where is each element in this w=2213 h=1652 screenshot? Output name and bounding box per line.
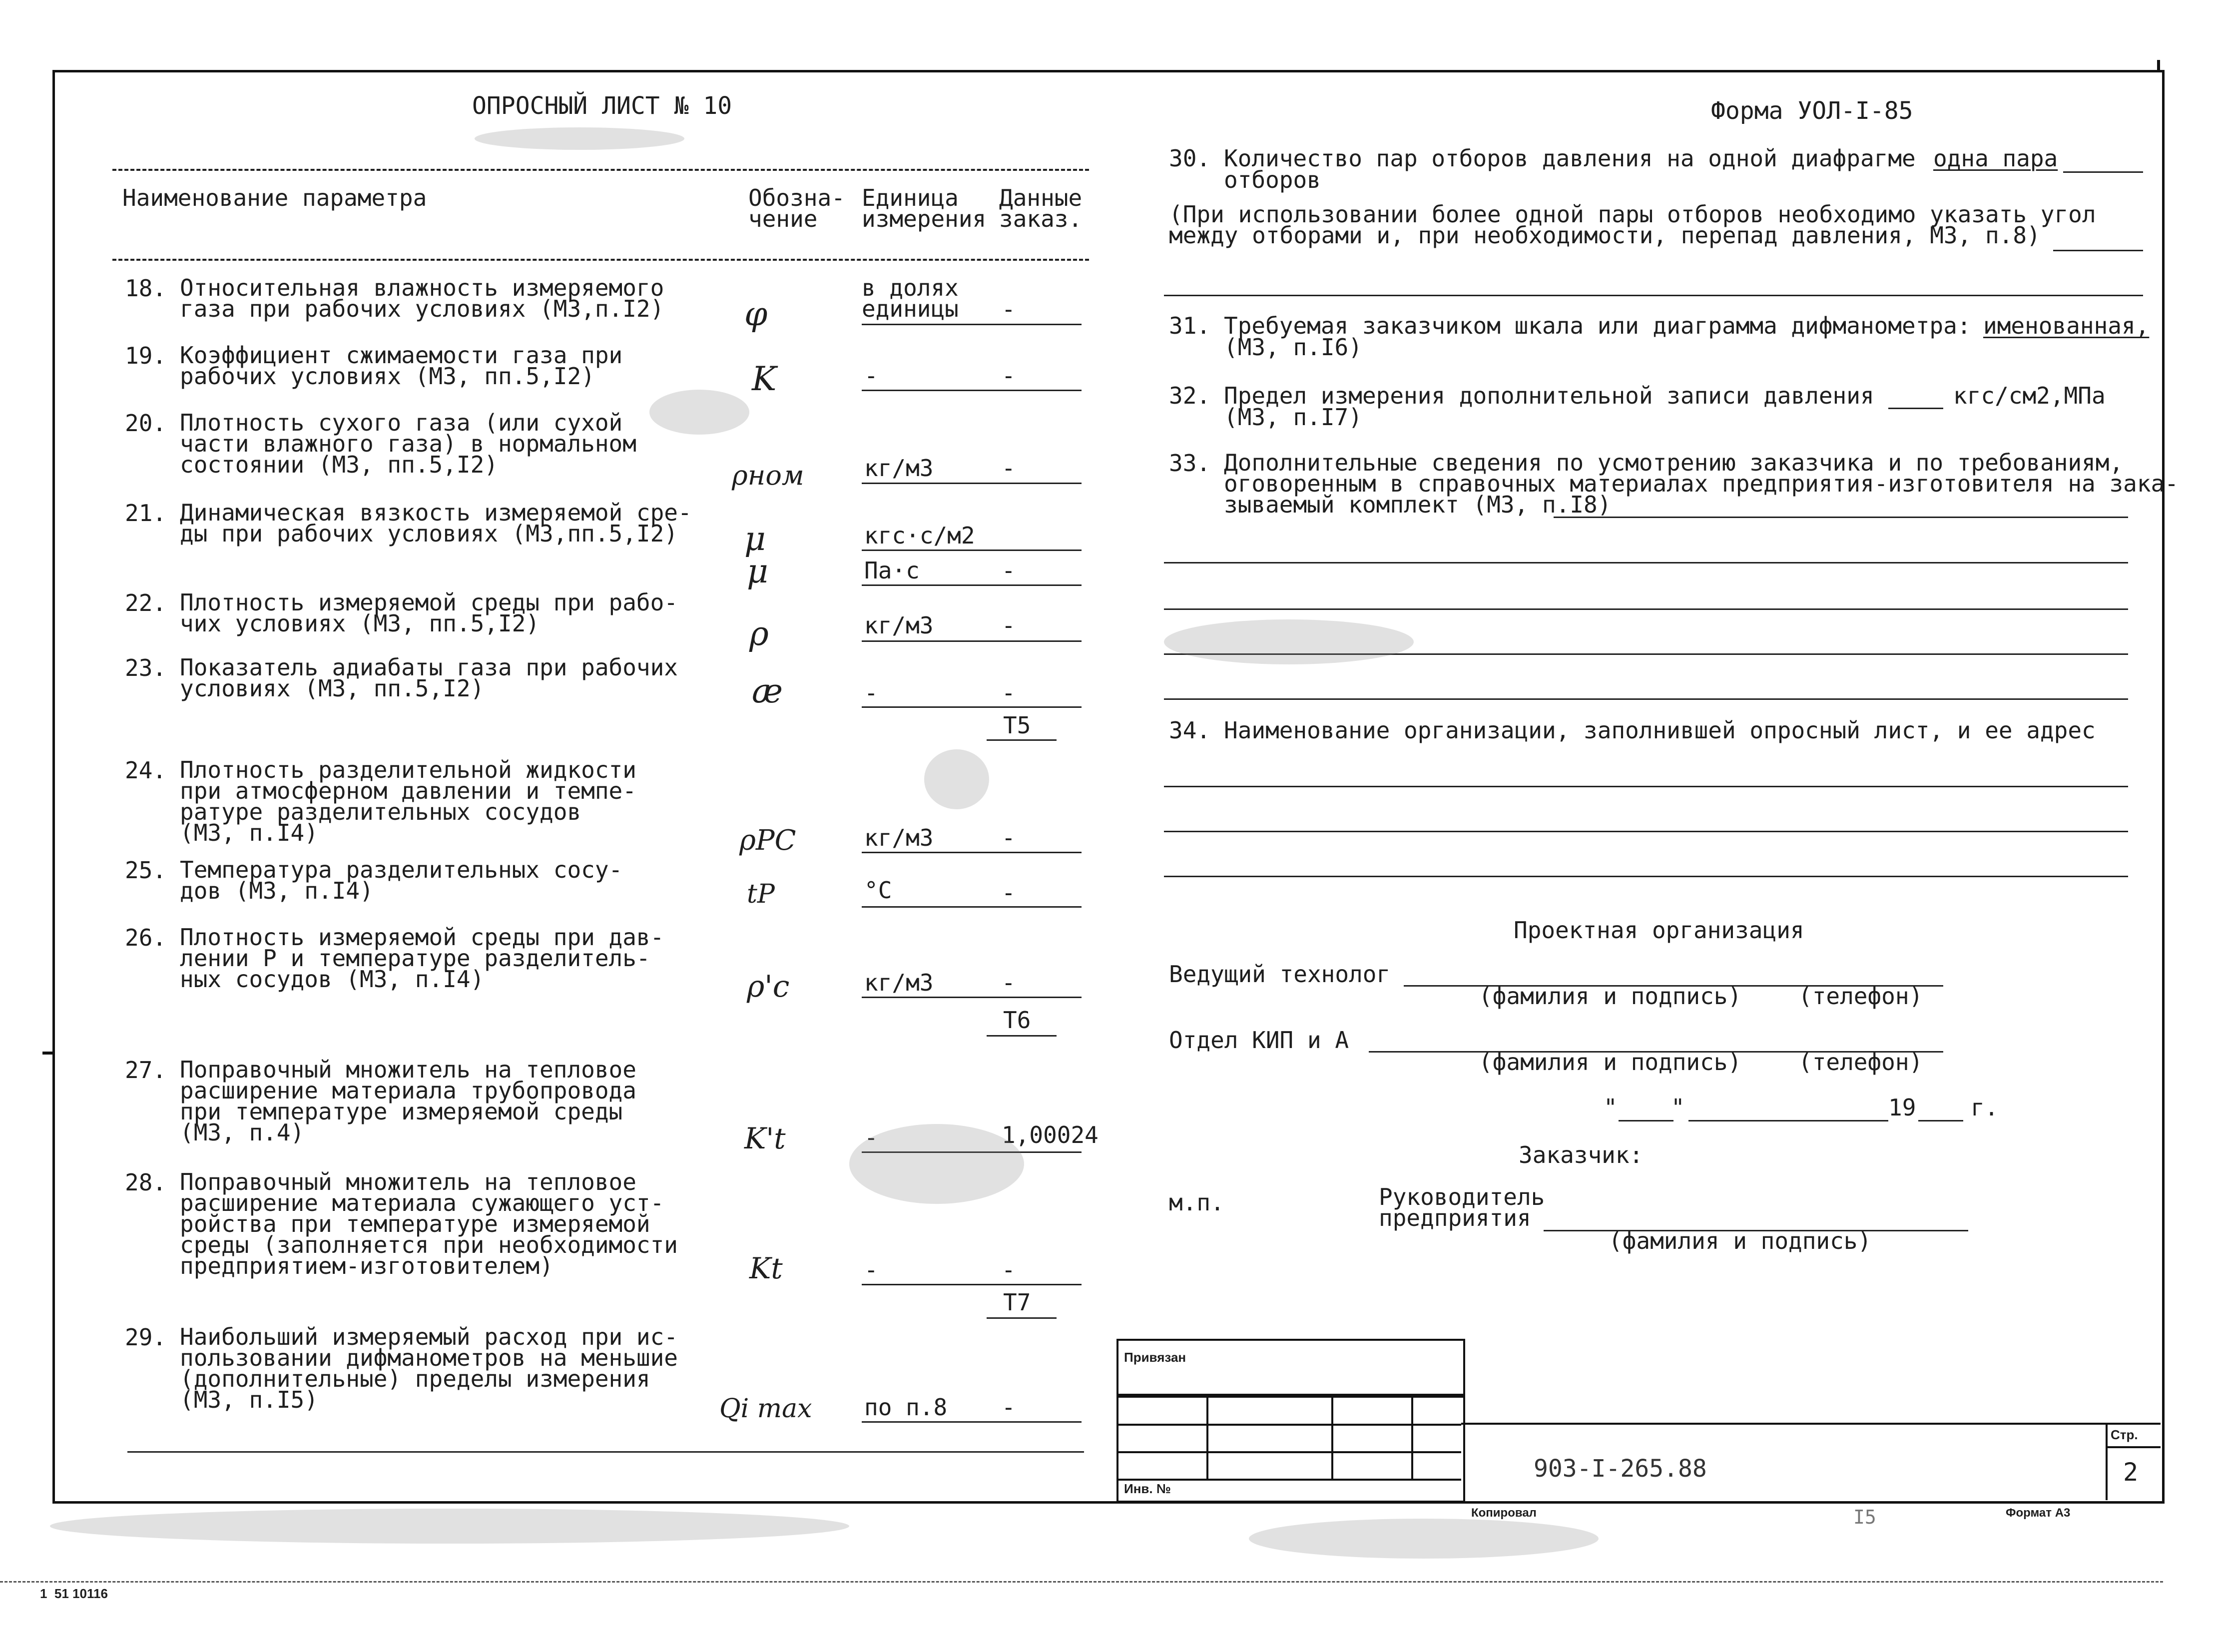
item-symbol: ρРС — [739, 824, 796, 857]
scan-noise — [849, 1124, 1024, 1204]
item-number: 21. — [125, 500, 167, 527]
table-ref-underline — [987, 1317, 1057, 1319]
lead-tech-label: Ведущий технолог — [1169, 961, 1391, 988]
item-symbol: K't — [744, 1121, 786, 1155]
unit-underline — [862, 550, 1082, 551]
unit-underline — [862, 584, 1082, 586]
format-label: Формат А3 — [2006, 1506, 2071, 1520]
document-code: 903-I-265.88 — [1534, 1455, 1707, 1483]
scan-noise — [924, 749, 989, 809]
item-value: - — [1002, 362, 1016, 389]
item-number: 26. — [125, 924, 167, 951]
item-number: 23. — [125, 654, 167, 681]
stamp-place-label: м.п. — [1169, 1189, 1224, 1216]
item-number: 29. — [125, 1324, 167, 1351]
year-line — [1918, 1120, 1963, 1121]
sheet-title: ОПРОСНЫЙ ЛИСТ № 10 — [472, 92, 732, 120]
fill-line — [1164, 876, 2128, 877]
item-text: Плотность сухого газа (или сухой части влажного газа) в нормальном состоянии (МЗ, пп.5,I2) — [180, 409, 636, 478]
page-cell-split — [2106, 1446, 2161, 1448]
grid-col — [1206, 1394, 1208, 1479]
unit-underline — [862, 1421, 1082, 1423]
project-org-label: Проектная организация — [1514, 917, 1804, 944]
note-text: (При использовании более одной пары отборов необходимо указать угол между отборами и, при необходимости, перепад давления, МЗ, п.8) — [1169, 201, 2096, 249]
table-ref: T7 — [1003, 1289, 1031, 1316]
item-value: - — [1002, 824, 1016, 851]
phone-hint: (телефон) — [1798, 983, 1923, 1010]
scan-noise — [50, 1509, 849, 1544]
sign-hint: (фамилия и подпись) — [1479, 983, 1742, 1010]
cut-line — [0, 1581, 2163, 1583]
footer-code: 1 51 10116 — [40, 1586, 108, 1601]
item-number: 34. — [1169, 717, 1211, 744]
head-label: Руководитель предприятия — [1379, 1183, 1545, 1231]
page-cell-divider — [2106, 1423, 2108, 1500]
unit-underline — [862, 706, 1082, 708]
scan-noise — [1249, 1519, 1599, 1559]
column-header-data: Данные заказ. — [999, 184, 1083, 232]
column-header-unit: Единица измерения — [862, 184, 987, 232]
sign-hint: (фамилия и подпись) — [1609, 1227, 1872, 1254]
item-answer: одна пара — [1933, 145, 2058, 172]
item-unit: кг/м3 — [864, 455, 934, 482]
copied-by-label: Копировал — [1471, 1506, 1537, 1520]
item-text: Поправочный множитель на тепловое расширение материала сужающего уст- ройства при температуре измеряемой среды (заполняется при необходимости предприятием-изготовителем) — [180, 1168, 678, 1279]
item-symbol: tP — [747, 879, 775, 909]
date-year-suffix: г. — [1971, 1094, 1999, 1121]
fill-line — [1164, 786, 2128, 787]
grid-row — [1116, 1479, 1461, 1481]
item-value: - — [1002, 879, 1016, 906]
item-unit: - — [864, 1256, 878, 1283]
privyazan-label: Привязан — [1124, 1350, 1186, 1365]
item-number: 24. — [125, 757, 167, 784]
sign-hint: (фамилия и подпись) — [1479, 1049, 1742, 1076]
item-symbol: K — [752, 360, 777, 398]
column-header-name: Наименование параметра — [122, 184, 427, 211]
item-unit: - — [864, 362, 878, 389]
item-unit: кг/м3 — [864, 612, 934, 639]
table-ref-underline — [987, 739, 1057, 741]
item-symbol: ρ — [749, 614, 769, 653]
table-ref: T6 — [1003, 1007, 1031, 1034]
item-unit: - — [864, 679, 878, 706]
item-text: Динамическая вязкость измеряемой сре- ды при рабочих условиях (МЗ,пп.5,I2) — [180, 499, 692, 547]
page-label: Стр. — [2111, 1427, 2138, 1442]
note-fill-line — [2053, 250, 2143, 251]
item-text: Поправочный множитель на тепловое расширение материала трубопровода при температуре измеряемой среды (МЗ, п.4) — [180, 1056, 636, 1146]
item-symbol: ρ'с — [747, 969, 790, 1004]
item-unit: °С — [864, 877, 892, 904]
item-text: Предел измерения дополнительной записи давления — [1224, 382, 1874, 409]
customer-label: Заказчик: — [1519, 1141, 1644, 1168]
item-value: - — [1002, 612, 1016, 639]
item-number: 19. — [125, 342, 167, 369]
grid-col — [1411, 1394, 1413, 1479]
item-number: 30. — [1169, 145, 1211, 172]
item-text: Наибольший измеряемый расход при ис- пользовании дифманометров на меньшие (дополнительные) пределы измерения (МЗ, п.I5) — [180, 1323, 678, 1413]
item-number: 33. — [1169, 450, 1211, 477]
item-value: - — [1002, 296, 1016, 323]
fill-line — [1164, 608, 2128, 610]
unit-underline — [862, 483, 1082, 484]
fill-line — [1554, 517, 2128, 518]
page-number: 2 — [2123, 1458, 2139, 1487]
item-text-cont: отборов — [1224, 166, 1321, 193]
header-dashed-rule-bottom — [112, 259, 1089, 261]
item-number: 22. — [125, 589, 167, 616]
item-text: Температура разделительных сосу- дов (МЗ, п.I4) — [180, 856, 623, 904]
item-number: 32. — [1169, 382, 1211, 409]
grid-row — [1116, 1424, 1461, 1426]
item-text: Плотность измеряемой среды при дав- лении Р и температуре разделитель- ных сосудов (МЗ, п.I4) — [180, 924, 664, 993]
item-unit: - — [864, 1124, 878, 1151]
item-text: Показатель адиабаты газа при рабочих условиях (МЗ, пп.5,I2) — [180, 654, 678, 702]
column-header-symbol: Обозна- чение — [748, 184, 845, 232]
scan-noise — [649, 390, 749, 435]
item-text: Количество пар отборов давления на одной диафрагме — [1224, 145, 1916, 172]
unit-underline — [862, 640, 1082, 642]
copy-marks: I5 — [1853, 1506, 1876, 1528]
unit-underline — [862, 852, 1082, 853]
item-unit: кгс/см2,МПа — [1953, 382, 2106, 409]
date-quote-open: " — [1604, 1094, 1618, 1121]
item-number: 28. — [125, 1169, 167, 1196]
bottom-rule — [127, 1451, 1084, 1453]
item-number: 31. — [1169, 312, 1211, 339]
unit-underline — [862, 997, 1082, 998]
divider-line — [1164, 295, 2143, 296]
unit-underline — [862, 1284, 1082, 1285]
item-symbol: æ — [752, 672, 783, 710]
margin-tick — [2157, 60, 2160, 71]
item-text: Плотность измеряемой среды при рабо- чих условиях (МЗ, пп.5,I2) — [180, 589, 678, 637]
inventory-label: Инв. № — [1124, 1481, 1171, 1496]
item-value: - — [1002, 1256, 1016, 1283]
item-unit: в долях единицы — [862, 274, 959, 322]
header-dashed-rule-top — [112, 169, 1089, 171]
item-text: Относительная влажность измеряемого газа при рабочих условиях (МЗ,п.I2) — [180, 274, 664, 322]
item-symbol: Kt — [749, 1251, 783, 1285]
item-value: - — [1002, 1394, 1016, 1421]
item-unit: кг/м3 — [864, 969, 934, 996]
fill-line — [1164, 698, 2128, 700]
value-fill-line — [1888, 408, 1943, 409]
margin-tick — [42, 1052, 52, 1055]
scan-noise — [475, 127, 684, 150]
item-value: 1,00024 — [1002, 1121, 1099, 1148]
item-number: 18. — [125, 275, 167, 302]
item-symbol: μ — [744, 520, 766, 558]
item-text: Требуемая заказчиком шкала или диаграмма дифманометра: — [1224, 312, 1971, 339]
grid-row — [1116, 1451, 1461, 1453]
unit-underline — [862, 906, 1082, 908]
item-text: Плотность разделительной жидкости при атмосферном давлении и темпе- ратуре разделительных сосудов (МЗ, п.I4) — [180, 756, 636, 846]
form-code: Форма УОЛ-I-85 — [1711, 97, 1913, 125]
table-ref: T5 — [1003, 712, 1031, 739]
item-ref: (МЗ, п.I6) — [1224, 334, 1362, 361]
item-text: Коэффициент сжимаемости газа при рабочих условиях (МЗ, пп.5,I2) — [180, 342, 623, 390]
item-ref: (МЗ, п.I7) — [1224, 404, 1362, 431]
date-year-prefix: 19 — [1888, 1094, 1916, 1121]
item-number: 20. — [125, 410, 167, 437]
item-unit: кг/м3 — [864, 824, 934, 851]
item-value: - — [1002, 679, 1016, 706]
phone-hint: (телефон) — [1798, 1049, 1923, 1076]
grid-col — [1331, 1394, 1333, 1479]
fill-line — [1164, 562, 2128, 563]
item-symbol-alt: μ — [747, 552, 768, 590]
item-symbol: Qi max — [719, 1394, 812, 1424]
item-text: Дополнительные сведения по усмотрению заказчика и по требованиям, оговоренным в справочных материалах предприятия-изготовителя на зака- зываемый комплект (МЗ, п.I8) — [1224, 449, 2179, 518]
day-line — [1619, 1120, 1673, 1121]
date-quote-close: " — [1671, 1094, 1685, 1121]
item-unit: кгс·с/м2 — [864, 522, 975, 549]
item-number: 27. — [125, 1057, 167, 1084]
unit-underline — [862, 324, 1082, 325]
item-number: 25. — [125, 857, 167, 884]
item-text: Наименование организации, заполнившей опросный лист, и ее адрес — [1224, 717, 2096, 744]
privyazan-box — [1116, 1339, 1465, 1398]
unit-underline — [862, 390, 1082, 391]
scan-noise — [1164, 619, 1414, 664]
fill-line — [1164, 831, 2128, 832]
item-answer: именованная, — [1983, 312, 2150, 339]
item-unit: по п.8 — [864, 1394, 948, 1421]
item-unit-alt: Па·с — [864, 557, 920, 584]
kip-dept-label: Отдел КИП и А — [1169, 1027, 1349, 1054]
item-symbol: ρном — [732, 460, 804, 491]
item-value: - — [1002, 455, 1016, 482]
item-value-alt: - — [1002, 557, 1016, 584]
title-block-top — [1461, 1423, 2161, 1425]
table-ref-underline — [987, 1035, 1057, 1037]
answer-fill-line — [2063, 171, 2143, 173]
item-value: - — [1002, 969, 1016, 996]
month-line — [1688, 1120, 1888, 1121]
item-symbol: φ — [744, 295, 768, 333]
